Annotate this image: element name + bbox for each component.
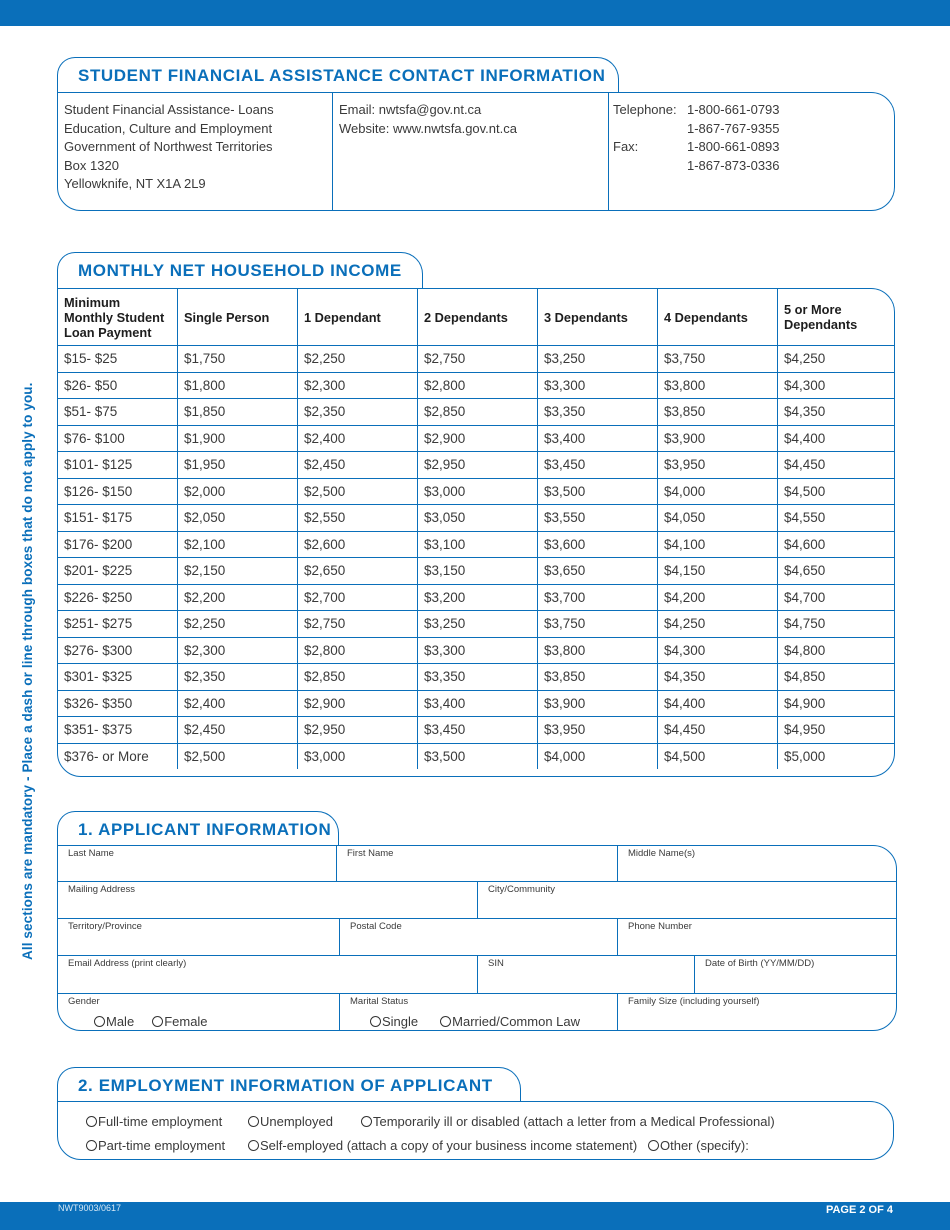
header-3-dep: 3 Dependants [538,289,658,346]
payment-range-cell: $351- $375 [58,717,178,744]
income-cell: $3,250 [418,611,538,638]
email-field[interactable]: Email Address (print clearly) [68,958,187,969]
emp-ill-option[interactable]: Temporarily ill or disabled (attach a letter from a Medical Professional) [361,1114,775,1129]
income-cell: $3,400 [418,690,538,717]
income-cell: $3,700 [538,584,658,611]
income-cell: $4,050 [658,505,778,532]
income-table-box [57,288,895,777]
income-row [58,664,895,691]
income-cell: $1,800 [178,372,298,399]
income-cell: $2,900 [418,425,538,452]
income-cell: $3,500 [538,478,658,505]
income-cell: $3,500 [418,743,538,769]
income-row [58,637,895,664]
income-cell: $2,150 [178,558,298,585]
radio-icon[interactable] [370,1016,381,1027]
radio-icon[interactable] [248,1140,259,1151]
family-size-field[interactable]: Family Size (including yourself) [617,994,896,1031]
applicant-form [57,845,897,1031]
payment-range-cell: $76- $100 [58,425,178,452]
gender-male-option[interactable]: Male [94,1014,134,1029]
header-min-payment: Minimum Monthly Student Loan Payment [58,289,178,346]
income-row [58,505,895,532]
payment-range-cell: $226- $250 [58,584,178,611]
form-row-names [58,846,896,882]
gender-options [94,1014,220,1029]
income-cell: $3,750 [658,346,778,373]
income-cell: $2,450 [178,717,298,744]
address-line: Education, Culture and Employment [64,120,273,136]
income-cell: $4,550 [778,505,896,532]
form-row-identity [58,956,896,994]
income-cell: $3,450 [538,452,658,479]
income-cell: $3,000 [298,743,418,769]
income-cell: $4,800 [778,637,896,664]
income-cell: $2,900 [298,690,418,717]
mandatory-note: All sections are mandatory - Place a dash or line through boxes that do not apply to you. [20,382,35,960]
income-row [58,478,895,505]
income-cell: $2,650 [298,558,418,585]
payment-range-cell: $326- $350 [58,690,178,717]
income-cell: $2,200 [178,584,298,611]
income-cell: $3,000 [418,478,538,505]
income-row [58,558,895,585]
income-row [58,452,895,479]
income-cell: $1,900 [178,425,298,452]
contact-website: Website: www.nwtsfa.gov.nt.ca [339,120,517,136]
income-cell: $4,400 [658,690,778,717]
income-cell: $4,450 [778,452,896,479]
income-cell: $3,100 [418,531,538,558]
income-cell: $2,950 [418,452,538,479]
income-cell: $4,750 [778,611,896,638]
marital-status-field: Marital Status Single Married/Common Law [339,994,617,1031]
income-cell: $4,700 [778,584,896,611]
income-cell: $4,950 [778,717,896,744]
sin-field[interactable]: SIN [477,956,694,993]
postal-code-field[interactable]: Postal Code [339,919,617,955]
phone-row: Telephone: 1-800-661-0793 [613,102,780,117]
income-cell: $4,450 [658,717,778,744]
income-row [58,531,895,558]
payment-range-cell: $151- $175 [58,505,178,532]
income-cell: $3,950 [658,452,778,479]
mailing-address-field[interactable]: Mailing Address [68,884,136,895]
contact-section-title: STUDENT FINANCIAL ASSISTANCE CONTACT INFORMATION [57,57,619,93]
header-4-dep: 4 Dependants [658,289,778,346]
income-cell: $2,050 [178,505,298,532]
income-cell: $2,350 [178,664,298,691]
header-1-dep: 1 Dependant [298,289,418,346]
income-cell: $2,850 [418,399,538,426]
middle-name-field[interactable]: Middle Name(s) [617,846,896,881]
address-line: Student Financial Assistance- Loans [64,102,274,117]
income-cell: $4,650 [778,558,896,585]
phone-field[interactable]: Phone Number [617,919,896,955]
income-row [58,425,895,452]
emp-unemployed-option[interactable]: Unemployed [248,1114,333,1129]
income-cell: $3,250 [538,346,658,373]
income-cell: $2,500 [298,478,418,505]
income-cell: $4,300 [778,372,896,399]
payment-range-cell: $126- $150 [58,478,178,505]
address-line: Government of Northwest Territories [64,139,273,154]
applicant-section-title: 1. APPLICANT INFORMATION [57,811,339,847]
dob-field[interactable]: Date of Birth (YY/MM/DD) [694,956,896,993]
contact-online [332,93,608,210]
payment-range-cell: $15- $25 [58,346,178,373]
contact-address [58,93,332,210]
income-cell: $1,950 [178,452,298,479]
income-row [58,346,895,373]
radio-icon[interactable] [440,1016,451,1027]
income-cell: $3,350 [418,664,538,691]
marital-single-option[interactable]: Single [370,1014,418,1029]
income-cell: $4,200 [658,584,778,611]
income-cell: $4,000 [658,478,778,505]
income-cell: $2,800 [298,637,418,664]
income-cell: $4,850 [778,664,896,691]
income-cell: $1,750 [178,346,298,373]
address-line: Yellowknife, NT X1A 2L9 [64,176,206,191]
phone-row: 1-867-767-9355 [687,120,780,136]
income-cell: $3,650 [538,558,658,585]
income-cell: $3,050 [418,505,538,532]
territory-field[interactable]: Territory/Province [68,921,142,932]
income-cell: $2,600 [298,531,418,558]
income-cell: $1,850 [178,399,298,426]
income-cell: $4,350 [658,664,778,691]
income-cell: $4,600 [778,531,896,558]
payment-range-cell: $201- $225 [58,558,178,585]
income-cell: $2,300 [178,637,298,664]
radio-icon[interactable] [152,1016,163,1027]
income-cell: $2,000 [178,478,298,505]
income-cell: $2,400 [178,690,298,717]
emp-fulltime-option[interactable]: Full-time employment [86,1114,222,1129]
income-cell: $4,150 [658,558,778,585]
first-name-field[interactable]: First Name [336,846,617,881]
payment-range-cell: $176- $200 [58,531,178,558]
contact-email: Email: nwtsfa@gov.nt.ca [339,102,482,117]
payment-range-cell: $276- $300 [58,637,178,664]
income-row [58,690,895,717]
income-row [58,372,895,399]
address-line: Box 1320 [64,157,119,173]
emp-parttime-option[interactable]: Part-time employment [86,1138,225,1153]
emp-selfemployed-option[interactable]: Self-employed (attach a copy of your business income statement) [248,1138,637,1153]
header-2-dep: 2 Dependants [418,289,538,346]
city-field[interactable]: City/Community [477,882,896,918]
income-cell: $3,350 [538,399,658,426]
payment-range-cell: $51- $75 [58,399,178,426]
income-cell: $3,750 [538,611,658,638]
page-number: PAGE 2 OF 4 [825,1204,893,1216]
income-cell: $4,000 [538,743,658,769]
income-cell: $3,900 [538,690,658,717]
income-cell: $3,850 [658,399,778,426]
income-cell: $3,800 [538,637,658,664]
bottom-banner [0,1202,950,1230]
income-cell: $2,500 [178,743,298,769]
income-row [58,399,895,426]
income-cell: $2,250 [298,346,418,373]
income-row [58,584,895,611]
income-cell: $2,950 [298,717,418,744]
payment-range-cell: $26- $50 [58,372,178,399]
income-table [58,289,895,769]
contact-box [57,92,895,211]
income-cell: $3,400 [538,425,658,452]
income-cell: $2,750 [298,611,418,638]
income-cell: $4,300 [658,637,778,664]
employment-section-title: 2. EMPLOYMENT INFORMATION OF APPLICANT [57,1067,521,1103]
employment-box [57,1101,894,1160]
income-cell: $3,150 [418,558,538,585]
income-cell: $3,900 [658,425,778,452]
payment-range-cell: $251- $275 [58,611,178,638]
radio-icon[interactable] [86,1116,97,1127]
income-row [58,717,895,744]
income-cell: $2,550 [298,505,418,532]
income-cell: $3,450 [418,717,538,744]
income-cell: $3,300 [538,372,658,399]
header-5-dep: 5 or More Dependants [778,289,896,346]
header-single: Single Person [178,289,298,346]
income-cell: $3,950 [538,717,658,744]
last-name-field[interactable]: Last Name [68,848,114,859]
income-cell: $2,800 [418,372,538,399]
fax-row: 1-867-873-0336 [687,157,780,173]
income-cell: $4,400 [778,425,896,452]
income-cell: $4,100 [658,531,778,558]
form-row-location [58,919,896,956]
radio-icon[interactable] [361,1116,372,1127]
income-cell: $5,000 [778,743,896,769]
marital-married-option[interactable]: Married/Common Law [440,1014,580,1029]
radio-icon[interactable] [248,1116,259,1127]
gender-field: Gender Male Female [58,994,339,1031]
income-cell: $3,300 [418,637,538,664]
income-cell: $2,300 [298,372,418,399]
radio-icon[interactable] [86,1140,97,1151]
top-banner [0,0,950,26]
radio-icon[interactable] [648,1140,659,1151]
income-cell: $2,700 [298,584,418,611]
marital-options [370,1014,592,1029]
income-cell: $3,600 [538,531,658,558]
form-code: NWT9003/0617 [58,1203,122,1213]
income-cell: $2,850 [298,664,418,691]
income-section-title: MONTHLY NET HOUSEHOLD INCOME [57,252,423,288]
radio-icon[interactable] [94,1016,105,1027]
form-row-address [58,882,896,919]
income-cell: $2,750 [418,346,538,373]
form-row-status [58,994,896,1031]
payment-range-cell: $101- $125 [58,452,178,479]
income-cell: $4,250 [658,611,778,638]
income-cell: $3,800 [658,372,778,399]
contact-phones [608,93,895,210]
gender-female-option[interactable]: Female [152,1014,207,1029]
income-cell: $3,200 [418,584,538,611]
income-cell: $2,450 [298,452,418,479]
income-header-row [58,289,895,346]
payment-range-cell: $376- or More [58,743,178,769]
income-cell: $3,850 [538,664,658,691]
income-cell: $4,350 [778,399,896,426]
income-cell: $4,250 [778,346,896,373]
income-cell: $4,500 [658,743,778,769]
income-cell: $4,900 [778,690,896,717]
income-cell: $2,400 [298,425,418,452]
emp-other-option[interactable]: Other (specify): [648,1138,749,1153]
income-cell: $2,100 [178,531,298,558]
income-row [58,743,895,769]
income-cell: $2,250 [178,611,298,638]
payment-range-cell: $301- $325 [58,664,178,691]
income-cell: $2,350 [298,399,418,426]
income-cell: $3,550 [538,505,658,532]
income-row [58,611,895,638]
fax-row: Fax: 1-800-661-0893 [613,139,780,154]
income-cell: $4,500 [778,478,896,505]
